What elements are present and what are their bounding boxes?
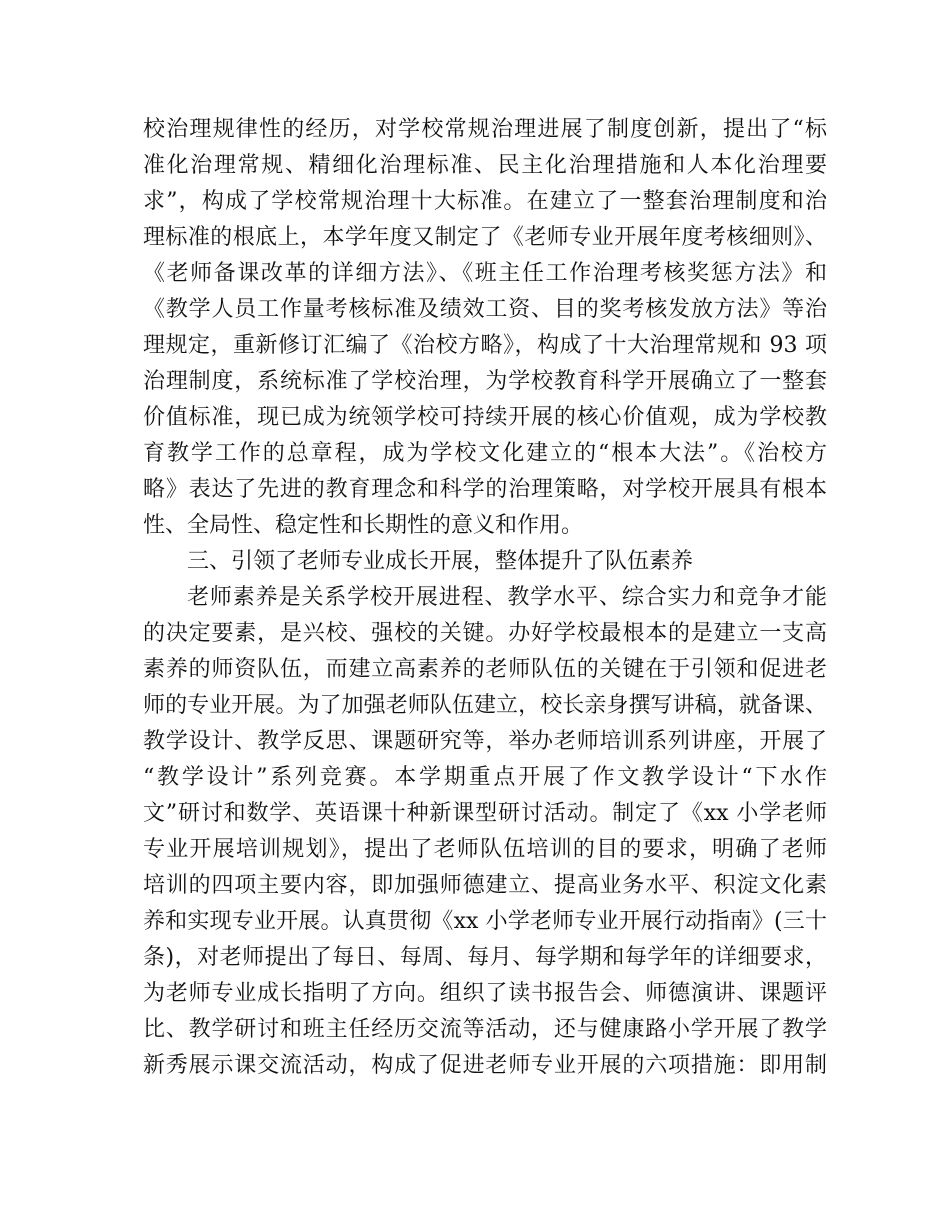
text-line: 略》表达了先进的教育理念和科学的治理策略，对学校开展具有根本 [143,477,827,502]
text-line: 育教学工作的总章程，成为学校文化建立的“根本大法”。《治校方 [143,441,827,466]
text-line: 价值标准，现已成为统领学校可持续开展的核心价值观，成为学校教 [143,405,827,430]
text-line: 素养的师资队伍，而建立高素养的老师队伍的关键在于引领和促进老 [143,657,827,682]
text-line: 教学设计、教学反思、课题研究等，举办老师培训系列讲座，开展了 [143,729,827,754]
text-line: “教学设计”系列竞赛。本学期重点开展了作文教学设计“下水作 [143,765,827,790]
text-line: 养和实现专业开展。认真贯彻《xx 小学老师专业开展行动指南》(三十 [143,909,827,934]
text-line: 性、全局性、稳定性和长期性的意义和作用。 [143,513,584,538]
text-line: 老师素养是关系学校开展进程、教学水平、综合实力和竞争才能 [187,585,827,610]
document-body [143,112,827,1084]
text-line: 新秀展示课交流活动，构成了促进老师专业开展的六项措施：即用制 [143,1053,827,1078]
text-line: 《老师备课改革的详细方法》、《班主任工作治理考核奖惩方法》和 [143,261,827,286]
paragraph-teachers [143,580,827,1084]
text-line: 求”，构成了学校常规治理十大标准。在建立了一整套治理制度和治 [143,189,827,214]
paragraph-governance [143,112,827,544]
text-line: 理规定，重新修订汇编了《治校方略》，构成了十大治理常规和 93 项 [143,333,827,358]
text-line: 《教学人员工作量考核标准及绩效工资、目的奖考核发放方法》等治 [143,297,827,322]
text-line: 校治理规律性的经历，对学校常规治理进展了制度创新，提出了“标 [143,117,827,142]
text-line: 准化治理常规、精细化治理标准、民主化治理措施和人本化治理要 [143,153,827,178]
text-line: 条)，对老师提出了每日、每周、每月、每学期和每学年的详细要求， [143,945,827,970]
text-line: 文”研讨和数学、英语课十种新课型研讨活动。制定了《xx 小学老师 [143,801,827,826]
text-line: 治理制度，系统标准了学校治理，为学校教育科学开展确立了一整套 [143,369,827,394]
text-line: 理标准的根底上，本学年度又制定了《老师专业开展年度考核细则》、 [143,225,827,250]
text-line: 比、教学研讨和班主任经历交流等活动，还与健康路小学开展了教学 [143,1017,827,1042]
section-heading: 三、引领了老师专业成长开展，整体提升了队伍素养 [187,549,694,574]
text-line: 的决定要素，是兴校、强校的关键。办好学校最根本的是建立一支高 [143,621,827,646]
text-line: 专业开展培训规划》，提出了老师队伍培训的目的要求，明确了老师 [143,837,827,862]
text-line: 为老师专业成长指明了方向。组织了读书报告会、师德演讲、课题评 [143,981,827,1006]
text-line: 师的专业开展。为了加强老师队伍建立，校长亲身撰写讲稿，就备课、 [143,693,827,718]
text-line: 培训的四项主要内容，即加强师德建立、提高业务水平、积淀文化素 [143,873,827,898]
